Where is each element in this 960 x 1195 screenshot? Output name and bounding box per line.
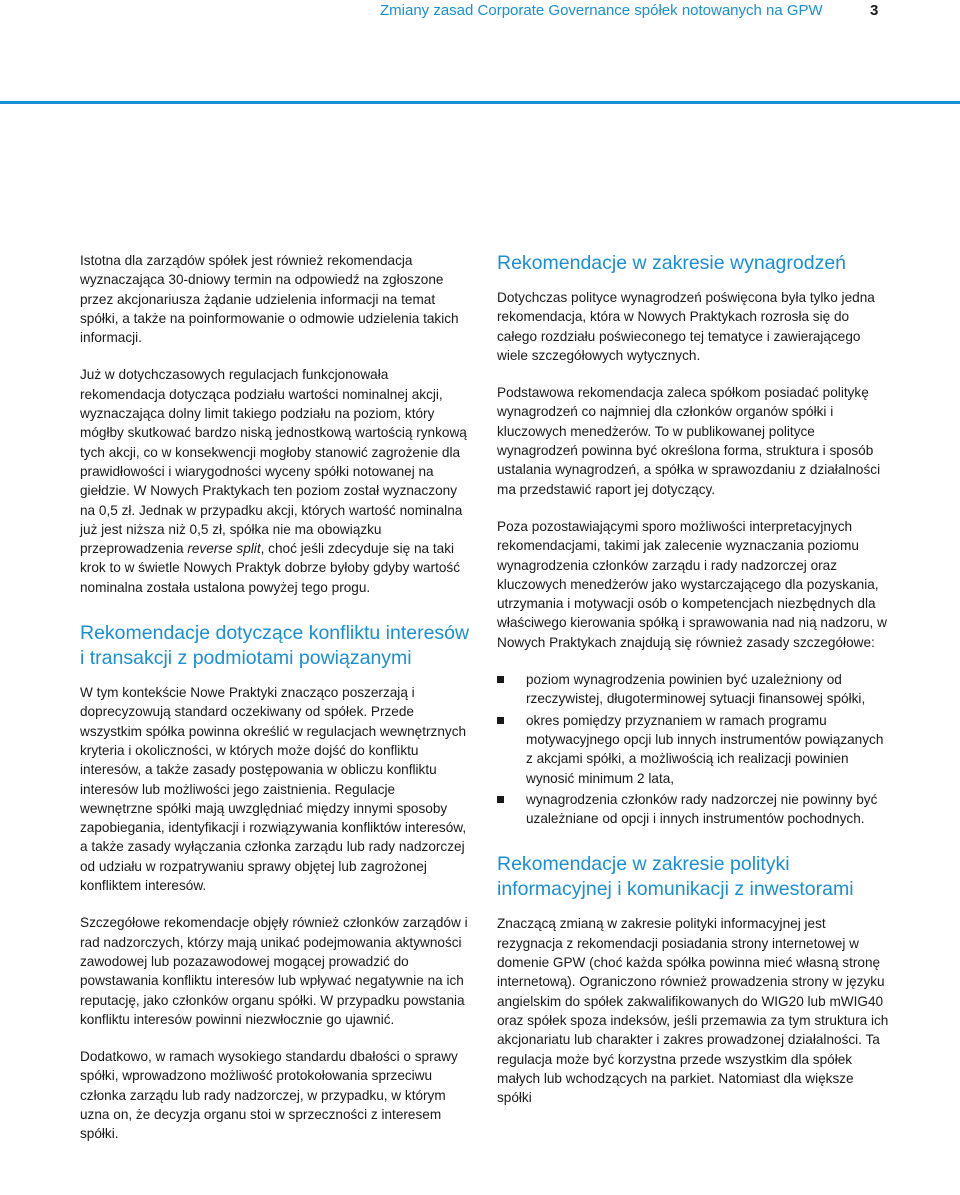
- reverse-split-term: reverse split: [187, 541, 261, 557]
- list-item: [497, 670, 892, 709]
- paragraph-information-deadline: Istotna dla zarządów spółek jest również rekomendacja wyznaczająca 30-dniowy termin na odpowiedź na zgłoszone przez akcjonariusza żądanie udzielenia informacji na temat spółki, a także na poinformowanie o odmowie udzielenia takich informacji.: [80, 253, 459, 346]
- square-bullet-icon: [497, 676, 504, 683]
- paragraph-remuneration-policy: Podstawowa rekomendacja zaleca spółkom posiadać politykę wynagrodzeń co najmniej dla członków organów spółki i kluczowych menedżerów. To w publikowanej polityce wynagrodzeń powinna być określona forma, struktura i sposób ustalania wynagrodzeń, a spółka w sprawozdaniu z działalności ma przedstawić raport jej dotyczący.: [497, 385, 881, 497]
- square-bullet-icon: [497, 717, 504, 724]
- page-number: 3: [870, 2, 879, 19]
- left-column: [80, 251, 470, 1162]
- heading-remuneration: Rekomendacje w zakresie wynagrodzeń: [497, 252, 847, 274]
- paragraph-nominal-value-text-end: , choć jeśli zdecyduje się na taki krok to w świetle Nowych Praktyk dobrze byłoby gdyby wartość nominalna została ustalona powyżej tego progu.: [80, 541, 461, 595]
- paragraph-board-members: Szczegółowe rekomendacje objęły również członków zarządów i rad nadzorczych, którzy mają unikać podejmowania aktywności zawodowej lub pozazawodowej mogącej prowadzić do powstawania konfliktu interesów lub wpływać negatywnie na ich reputację, jako członków organu spółki. W przypadku powstania konfliktu interesów powinni niezwłocznie go ujawnić.: [80, 915, 468, 1027]
- heading-conflict-of-interest: Rekomendacje dotyczące konfliktu interesów i transakcji z podmiotami powiązanymi: [80, 622, 470, 670]
- running-header-title: Zmiany zasad Corporate Governance spółek notowanych na GPW: [380, 2, 823, 19]
- paragraph-nominal-value-text: Już w dotychczasowych regulacjach funkcjonowała rekomendacja dotycząca podziału wartości nominalnej akcji, wyznaczająca dolny limit takiego podziału na poziom, który mógłby skutkować bardzo niską jednostkową wartością rynkową tych akcji, co w konsekwencji mogłoby stanowić zagrożenie dla prawidłowości i wiarygodności wyceny spółki notowanej na giełdzie. W Nowych Praktykach ten poziom został wyznaczony na 0,5 zł. Jednak w przypadku akcji, których wartość nominalna już jest niższa niż 0,5 zł, spółka nie ma obowiązku przeprowadzenia: [80, 367, 467, 557]
- paragraph-dissent-protocol: Dodatkowo, w ramach wysokiego standardu dbałości o sprawy spółki, wprowadzono możliwość protokołowania sprzeciwu członka zarządu lub rady nadzorczej, w przypadku, w którym uzna on, że decyzja organu stoi w sprzeczności z interesem spółki.: [80, 1049, 458, 1142]
- list-item: [497, 790, 892, 829]
- paragraph-remuneration-intro: Dotychczas polityce wynagrodzeń poświęcona była tylko jedna rekomendacja, która w Nowych Praktykach rozrosła się do całego rozdziału poświeconego tej tematyce i zawierającego wiele szczegółowych wytycznych.: [497, 290, 875, 363]
- remuneration-rules-list: [497, 670, 892, 828]
- right-column: [497, 251, 892, 1125]
- list-item-text: wynagrodzenia członków rady nadzorczej nie powinny być uzależniane od opcji i innych instrumentów pochodnych.: [526, 791, 878, 827]
- list-item-text: okres pomiędzy przyznaniem w ramach programu motywacyjnego opcji lub innych instrumentów powiązanych z akcjami spółki, a możliwością ich realizacji powinien wynosić minimum 2 lata,: [526, 712, 884, 786]
- list-item-text: poziom wynagrodzenia powinien być uzależniony od rzeczywistej, długoterminowej sytuacji finansowej spółki,: [526, 672, 866, 707]
- paragraph-information-policy: Znaczącą zmianą w zakresie polityki informacyjnej jest rezygnacja z rekomendacji posiadania strony internetowej w domenie GPW (choć każda spółka powinna mieć własną stronę internetową). Ograniczono również prowadzenia strony w języku angielskim do spółek zakwalifikowanych do WIG20 lub mWIG40 oraz spółek spoza indeksów, jeśli przemawia za tym struktura ich akcjonariatu lub charakter i zakres prowadzonej działalności. Ta regulacja może być korzystna przede wszystkim dla spółek małych lub wchodzących na parkiet. Natomiast dla większe spółki: [497, 916, 889, 1106]
- paragraph-nominal-value: [80, 365, 470, 597]
- list-item: [497, 711, 892, 788]
- paragraph-conflict-rules: W tym kontekście Nowe Praktyki znacząco poszerzają i doprecyzowują standard oczekiwany od spółek. Przede wszystkim spółka powinna określić w regulacjach wewnętrznych kryteria i okoliczności, w których może dojść do konfliktu interesów, a także zasady postępowania w obliczu konfliktu interesów lub możliwości jego zaistnienia. Regulacje wewnętrzne spółki mają uwzględniać między innymi sposoby zapobiegania, identyfikacji i rozwiązywania konfliktów interesów, a także zasady wyłączania członka zarządu lub rady nadzorczej od udziału w rozpatrywaniu sprawy objętej lub zagrożonej konfliktem interesów.: [80, 685, 467, 894]
- paragraph-remuneration-detailed: Poza pozostawiającymi sporo możliwości interpretacyjnych rekomendacjami, takimi jak zalecenie wyznaczania poziomu wynagrodzenia członków zarządu i rady nadzorczej oraz kluczowych menedżerów jako wystarczającego dla pozyskania, utrzymania i motywacji osób o kompetencjach niezbędnych dla właściwego kierowania spółką i sprawowania nad nią nadzoru, w Nowych Praktykach znajdują się również zasady szczegółowe:: [497, 518, 887, 650]
- square-bullet-icon: [497, 796, 504, 803]
- heading-information-policy: Rekomendacje w zakresie polityki informacyjnej i komunikacji z inwestorami: [497, 853, 854, 901]
- header-divider: [0, 101, 960, 104]
